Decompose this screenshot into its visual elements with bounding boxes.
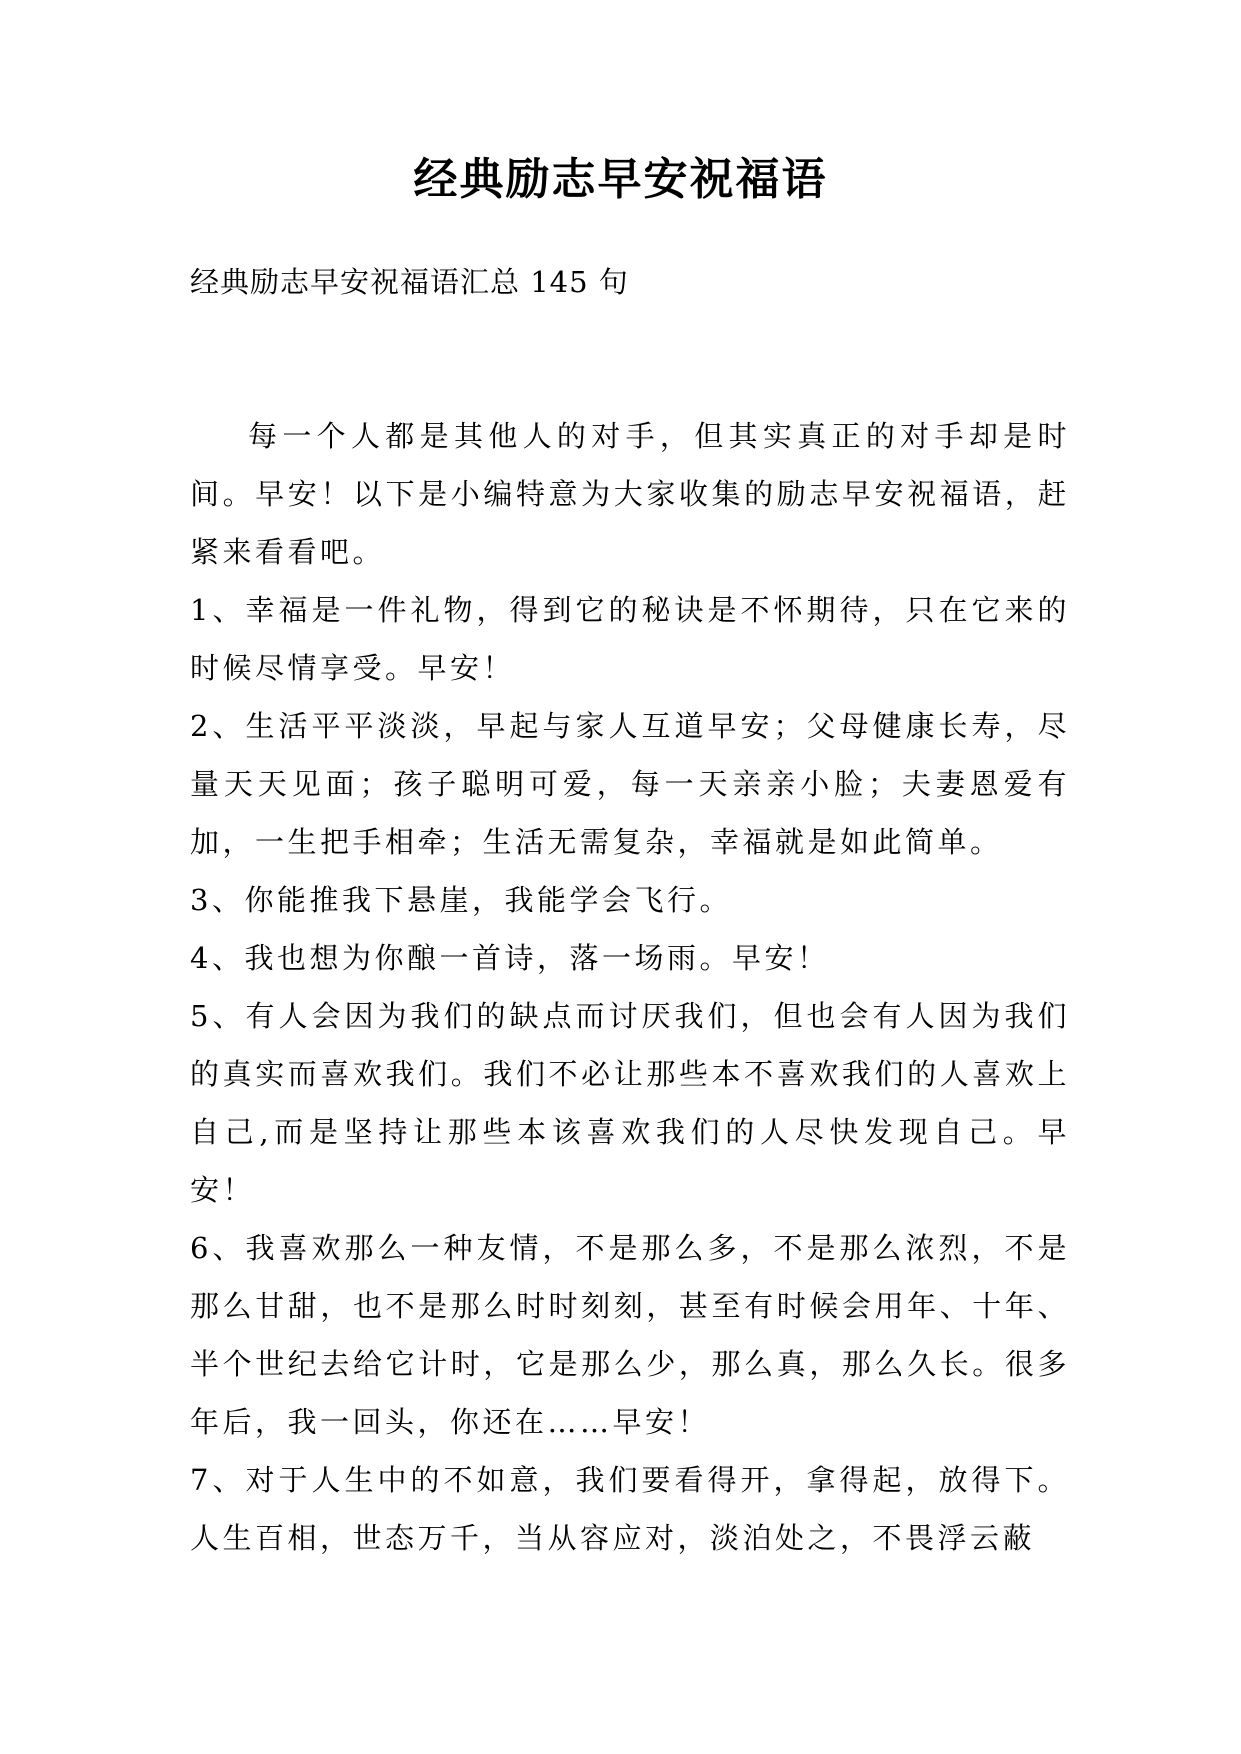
document-body (190, 407, 1070, 1567)
list-item: 7、对于人生中的不如意，我们要看得开，拿得起，放得下。人生百相，世态万千，当从容应对，淡泊处之，不畏浮云蔽 (190, 1463, 1070, 1555)
document-title: 经典励志早安祝福语 (413, 154, 828, 205)
list-item: 1、幸福是一件礼物，得到它的秘诀是不怀期待，只在它来的时候尽情享受。早安！ (190, 593, 1070, 685)
intro-paragraph: 每一个人都是其他人的对手，但其实真正的对手却是时间。早安！以下是小编特意为大家收集的励志早安祝福语，赶紧来看看吧。 (190, 419, 1070, 569)
list-item: 4、我也想为你酿一首诗，落一场雨。早安！ (190, 941, 830, 975)
list-item: 3、你能推我下悬崖，我能学会飞行。 (190, 883, 732, 917)
list-item: 2、生活平平淡淡，早起与家人互道早安；父母健康长寿，尽量天天见面；孩子聪明可爱，每一天亲亲小脸；夫妻恩爱有加，一生把手相牵；生活无需复杂，幸福就是如此简单。 (190, 709, 1070, 859)
list-item: 5、有人会因为我们的缺点而讨厌我们，但也会有人因为我们的真实而喜欢我们。我们不必让那些本不喜欢我们的人喜欢上自己,而是坚持让那些本该喜欢我们的人尽快发现自己。早安！ (190, 999, 1070, 1207)
list-item: 6、我喜欢那么一种友情，不是那么多，不是那么浓烈，不是那么甘甜，也不是那么时时刻刻，甚至有时候会用年、十年、半个世纪去给它计时，它是那么少，那么真，那么久长。很多年后，我一回头，你还在……早安！ (190, 1231, 1070, 1439)
document-subtitle: 经典励志早安祝福语汇总 145 句 (190, 265, 629, 299)
